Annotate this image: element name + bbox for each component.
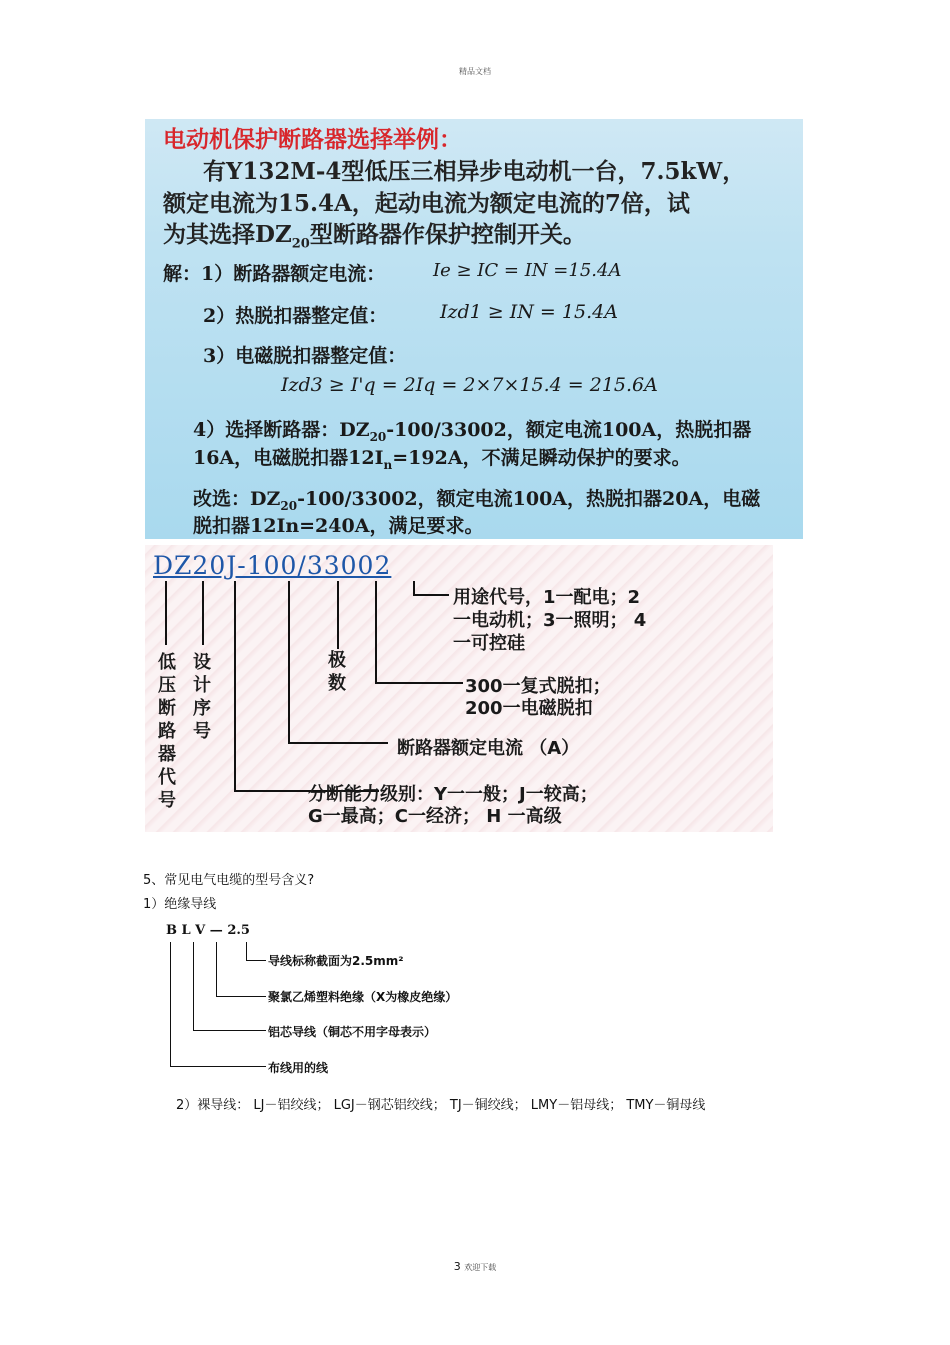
connector-line (216, 996, 266, 997)
model-code: DZ20J-100/33002 (153, 551, 392, 580)
step4-line-1-sub: 20 (369, 429, 387, 444)
step4-line-1 (193, 415, 751, 444)
usage-line-1: 用途代号，1一配电；2 (453, 587, 641, 608)
connector-line (165, 581, 167, 645)
step4-line-2 (193, 443, 691, 472)
usage-line-3: 一可控硅 (453, 633, 525, 654)
annotation-insulation: 聚氯乙烯塑料绝缘（X为橡皮绝缘） (268, 990, 458, 1004)
connector-line (234, 581, 236, 791)
breaking-line-2: G一最高；C一经济； H 一高级 (308, 806, 562, 827)
problem-line-1: 有Y132M-4型低压三相异步电动机一台，7.5kW， (203, 158, 746, 185)
vertical-label-poles: 极数 (328, 650, 346, 694)
step3-label: 3）电磁脱扣器整定值： (203, 345, 407, 367)
connector-line (288, 581, 290, 743)
step4-line-2-sub: n (383, 457, 393, 472)
item-insulated-wire: 1）绝缘导线 (143, 897, 217, 912)
step2-formula: Izd1 ≥ IN = 15.4A (440, 301, 618, 323)
connector-line (216, 942, 217, 996)
step4-line-1-pre: 4）选择断路器：DZ (193, 419, 370, 441)
step1-formula: Ie ≥ IC = IN =15.4A (433, 260, 622, 281)
page-footer (0, 1260, 950, 1273)
item-bare-wire: 2）裸导线： LJ－铝绞线； LGJ－钢芯铝绞线； TJ－铜绞线； LMY－铝母线； TMY－铜母线 (176, 1098, 706, 1113)
annotation-wiring: 布线用的线 (268, 1061, 329, 1075)
cable-code: B L V — 2.5 (166, 923, 250, 938)
connector-line (337, 581, 339, 649)
annotation-conductor: 铝芯导线（铜芯不用字母表示） (268, 1025, 437, 1039)
connector-line (246, 942, 247, 960)
step2-label: 2）热脱扣器整定值： (203, 305, 388, 327)
slide-title: 电动机保护断路器选择举例： (163, 126, 462, 153)
connector-line (193, 942, 194, 1030)
vertical-label-design-serial: 设计序号 (193, 652, 211, 742)
problem-line-3-pre: 为其选择DZ (163, 221, 292, 248)
step3-formula: Izd3 ≥ I'q = 2Iq = 2×7×15.4 = 215.6A (281, 374, 658, 396)
model-code-slide (145, 545, 773, 832)
section-question: 5、常见电气电缆的型号含义? (143, 873, 315, 888)
breaking-line-1: 分断能力级别：Y一一般；J一较高； (308, 784, 598, 805)
page-number: 3 (453, 1260, 461, 1273)
revise-line-1 (193, 484, 760, 513)
cable-code-diagram (160, 920, 500, 1080)
usage-line-2: 一电动机；3一照明； 4 (453, 610, 647, 631)
problem-line-3-sub: 20 (291, 236, 310, 252)
connector-line (413, 581, 415, 595)
vertical-label-breaker-code: 低压断路器代号 (158, 652, 176, 811)
connector-line (170, 1066, 266, 1067)
problem-line-3-post: 型断路器作保护控制开关。 (309, 221, 586, 248)
revise-line-1-sub: 20 (280, 498, 298, 513)
step4-line-1-post: -100/33002，额定电流100A，热脱扣器 (386, 419, 752, 441)
connector-line (246, 960, 266, 961)
connector-line (170, 942, 171, 1066)
connector-line (288, 742, 388, 744)
annotation-cross-section: 导线标称截面为2.5mm² (268, 954, 404, 968)
header-note: 精品文档 (459, 67, 491, 76)
step4-line-2-post: =192A，不满足瞬动保护的要求。 (392, 447, 691, 469)
rated-current-label: 断路器额定电流 （A） (397, 738, 580, 759)
step1-label: 解：1）断路器额定电流： (163, 263, 386, 285)
example-slide (145, 119, 803, 539)
release-line-2: 200一电磁脱扣 (465, 698, 593, 719)
connector-line (202, 581, 204, 645)
connector-line (193, 1030, 266, 1031)
revise-line-1-post: -100/33002，额定电流100A，热脱扣器20A，电磁 (297, 488, 761, 510)
step4-line-2-pre: 16A，电磁脱扣器12I (193, 447, 384, 469)
problem-line-2: 额定电流为15.4A，起动电流为额定电流的7倍，试 (163, 190, 690, 217)
footer-tagline: 欢迎下载 (464, 1263, 497, 1272)
connector-line (375, 581, 377, 683)
connector-line (375, 682, 463, 684)
problem-line-3 (163, 216, 586, 252)
revise-line-1-pre: 改选：DZ (193, 488, 281, 510)
connector-line (413, 594, 449, 596)
revise-line-2: 脱扣器12In=240A，满足要求。 (193, 515, 484, 537)
release-line-1: 300一复式脱扣； (465, 676, 611, 697)
